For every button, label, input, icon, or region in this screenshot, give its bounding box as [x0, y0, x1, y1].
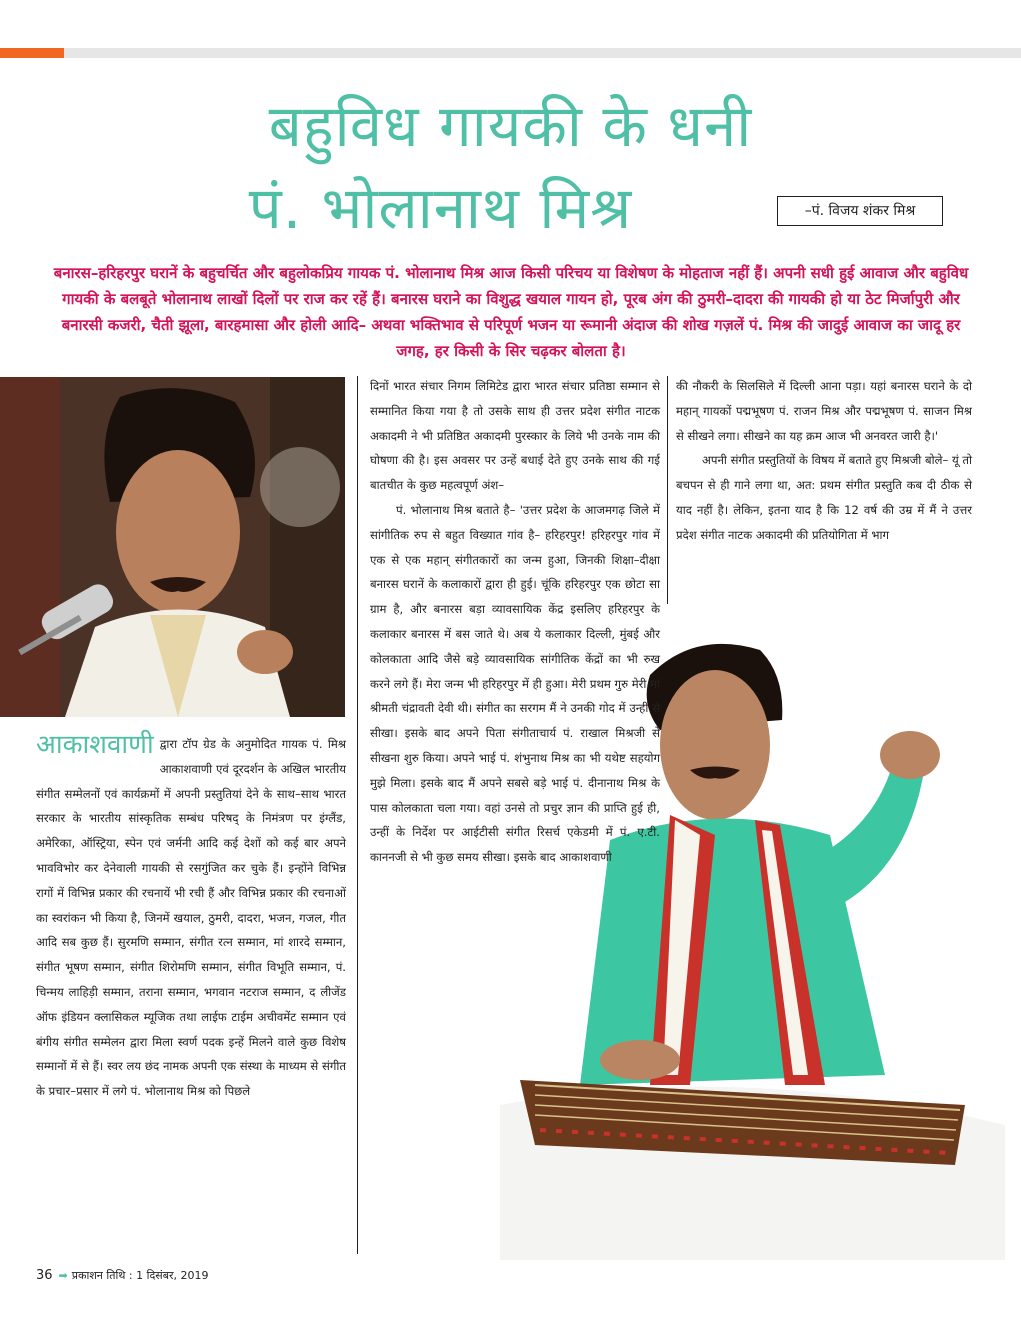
top-rule-accent — [0, 48, 64, 58]
column-divider — [667, 376, 668, 604]
column-1-text: द्वारा टॉप ग्रेड के अनुमोदित गायक पं. मिश्र आकाशवाणी एवं दूरदर्शन के अखिल भारतीय संगीत सम्मेलनों एवं कार्यक्रमों में अपनी प्रस्तुतियां देने के साथ–साथ भारत सरकार के भारतीय सांस्कृतिक सम्बंध परिषद् के निमंत्रण पर इंग्लैंड, अमेरिका, ऑस्ट्रिया, स्पेन एवं जर्मनी आदि कई देशों को कई बार अपने भावविभोर कर देनेवाली गायकी से रसगुंजित कर चुके हैं। इन्होंने विभिन्न रागों में विभिन्न प्रकार की रचनायें भी रची हैं और विभिन्न प्रकार की रचनाओं का स्वरांकन भी किया है, जिनमें खयाल, ठुमरी, दादरा, भजन, गजल, गीत आदि सब कुछ हैं। सुरमणि सम्मान, संगीत रत्न सम्मान, मां शारदे सम्मान, संगीत भूषण सम्मान, संगीत शिरोमणि सम्मान, संगीत विभूति सम्मान, पं. चिन्मय लाहिड़ी सम्मान, तराना सम्मान, भगवान नटराज सम्मान, द लीजेंड ऑफ इंडियन क्लासिकल म्यूजिक तथा लाईफ टाईम अचीवमेंट सम्मान एवं बंगीय संगीत सम्मेलन द्वारा मिला स्वर्ण पदक इन्हें मिलने वाले कुछ विशेष सम्मानों में से हैं। स्वर लय छंद नामक अपनी एक संस्था के माध्यम से संगीत के प्रचार–प्रसार में लगे पं. भोलानाथ मिश्र को पिछले — [36, 737, 346, 1099]
article-title-line2: पं. भोलानाथ मिश्र — [248, 174, 633, 242]
lead-word: आकाशवाणी — [36, 730, 154, 760]
column-3-paragraph-2: अपनी संगीत प्रस्तुतियों के विषय में बताते हुए मिश्रजी बोले– यूं तो बचपन से ही गाने लगा था, अत: प्रथम संगीत प्रस्तुति कब दी ठीक से याद नहीं है। लेकिन, इतना याद है कि 12 वर्ष की उम्र में मैं ने उत्तर प्रदेश संगीत नाटक अकादमी की प्रतियोगिता में भाग — [676, 453, 972, 542]
column-1-paragraph — [36, 732, 346, 1104]
column-divider — [357, 376, 358, 1254]
article-column-1 — [36, 732, 346, 1104]
page-footer — [36, 1268, 209, 1283]
article-column-3 — [676, 374, 972, 548]
publication-date: प्रकाशन तिथि : 1 दिसंबर, 2019 — [71, 1269, 209, 1282]
article-title-line1: बहुविध गायकी के धनी — [268, 92, 753, 160]
intro-paragraph: बनारस–हरिहरपुर घरानें के बहुचर्चित और बहुलोकप्रिय गायक पं. भोलानाथ मिश्र आज किसी परिचय या विशेषण के मोहताज नहीं हैं। अपनी सधी हुई आवाज और बहुविध गायकी के बलबूते भोलानाथ लाखों दिलों पर राज कर रहें हैं। बनारस घराने का विशुद्ध खयाल गायन हो, पूरब अंग की ठुमरी–दादरा की गायकी हो या ठेट मिर्जापुरी और बनारसी कजरी, चैती झूला, बारहमासा और होली आदि– अथवा भक्तिभाव से परिपूर्ण भजन या रूमानी अंदाज की शोख गज़लें पं. मिश्र की जादुई आवाज का जादू हर जगह, हर किसी के सिर चढ़कर बोलता है। — [53, 264, 969, 360]
footer-arrow-icon: ➡ — [58, 1269, 68, 1282]
author-byline: –पं. विजय शंकर मिश्र — [777, 196, 943, 226]
top-rule — [0, 48, 1021, 58]
column-3-paragraph-1: की नौकरी के सिलसिले में दिल्ली आना पड़ा। यहां बनारस घराने के दो महान् गायकों पद्मभूषण पं. राजन मिश्र और पद्मभूषण पं. साजन मिश्र से सीखने लगा। सीखने का यह क्रम आज भी अनवरत जारी है।' — [676, 379, 972, 443]
page-number: 36 — [36, 1268, 53, 1283]
singer-photo-microphone — [0, 377, 345, 717]
article-column-2 — [370, 374, 660, 870]
column-2-paragraph-1: दिनों भारत संचार निगम लिमिटेड द्वारा भारत संचार प्रतिष्ठा सम्मान से सम्मानित किया गया है तो उसके साथ ही उत्तर प्रदेश संगीत नाटक अकादमी ने भी प्रतिष्ठित अकादमी पुरस्कार के लिये भी उनके नाम की घोषणा की है। इस अवसर पर उन्हें बधाई देते हुए उनके साथ की गई बातचीत के कुछ महत्वपूर्ण अंश– — [370, 379, 660, 493]
column-2-paragraph-2: पं. भोलानाथ मिश्र बताते है– 'उत्तर प्रदेश के आजमगढ़ जिले में सांगीतिक रुप से बहुत विख्यात गांव है– हरिहरपुर! हरिहरपुर गांव में एक से एक महान् संगीतकारों का जन्म हुआ, जिनकी शिक्षा–दीक्षा बनारस घरानें के कलाकारों द्वारा ही हुई। चूंकि हरिहरपुर एक छोटा सा ग्राम है, और बनारस बड़ा व्यावसायिक केंद्र इसलिए हरिहरपुर के कलाकार बनारस में बस जाते थे। अब ये कलाकार दिल्ली, मुंबई और कोलकाता आदि जैसे बड़े व्यावसायिक सांगीतिक केंद्रों का भी रुख करने लगे हैं। मेरा जन्म भी हरिहरपुर में ही हुआ। मेरी प्रथम गुरु मेरी मां श्रीमती चंद्रावती देवी थी। संगीत का सरगम मैं ने उनकी गोद में उन्हीं से सीखा। इसके बाद अपने पिता संगीताचार्य पं. राखाल मिश्रजी से सीखना शुरु किया। अपने भाई पं. शंभुनाथ मिश्र का भी यथेष्ट सहयोग मुझे मिला। इसके बाद मैं अपने सबसे बड़े भाई पं. दीनानाथ मिश्र के पास कोलकाता चला गया। वहां उनसे तो प्रचुर ज्ञान की प्राप्ति हुई ही, उन्हीं के निर्देश पर आईटीसी संगीत रिसर्च एकेडमी में पं. ए.टी. काननजी से भी कुछ समय सीखा। इसके बाद आकाशवाणी — [370, 502, 660, 865]
singer-photo-microphone-graphic — [0, 377, 345, 717]
